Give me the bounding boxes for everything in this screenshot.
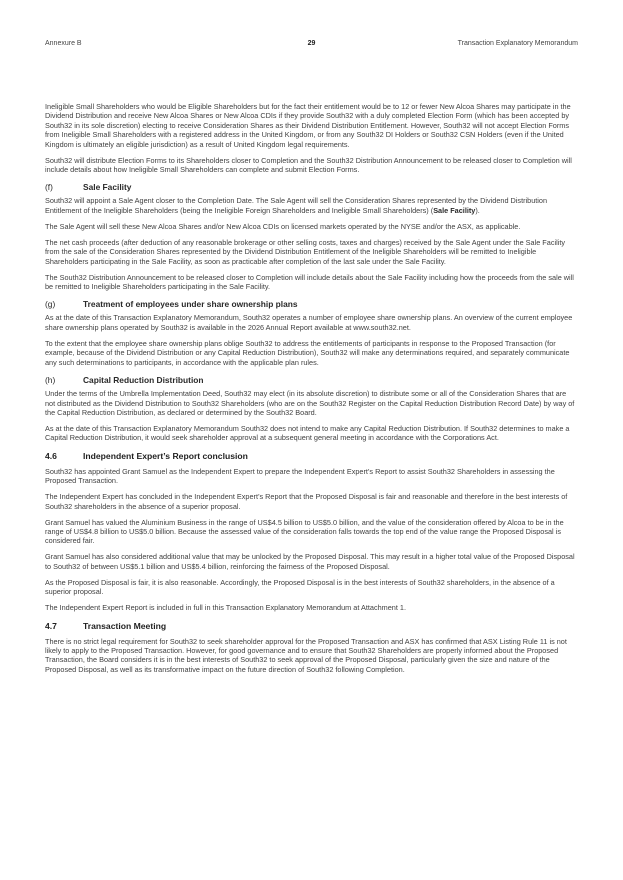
paragraph xyxy=(45,196,578,215)
section-title: Transaction Meeting xyxy=(83,620,167,631)
section-title: Independent Expert’s Report conclusion xyxy=(83,450,248,461)
subsection-title: Capital Reduction Distribution xyxy=(83,375,204,386)
paragraph-text: South32 will appoint a Sale Agent closer to the Completion Date. The Sale Agent will sell the Consideration Shares represented by the Dividend Distribution Entitlement of the Ineligible Shareholders (being the Ineligible Foreign Shareholders and Ineligible Small Shareholders) ( xyxy=(45,196,548,215)
section-number: 4.6 xyxy=(45,450,57,461)
paragraph: Grant Samuel has valued the Aluminium Business in the range of US$4.5 billion to US$5.0 billion, and the value of the consideration offered by Alcoa to be in the range of US$4.8 billion to US$5.0 billion. Because the assessed value of the consideration falls towards the top end of the value range the Proposed Disposal is considered fair. xyxy=(45,517,564,546)
paragraph: There is no strict legal requirement for South32 to seek shareholder approval for the Proposed Transaction and ASX has confirmed that ASX Listing Rule 11 is not likely to apply to the Proposed Transaction. However, for good governance and to ensure that South32 Shareholders are properly informed about the Proposed Transaction, the Board considers it is in the best interests of South32 to seek approval of the Proposed Disposal, particularly given the size and nature of the Proposed Disposal, as well as its transformative impact on the future direction of South32 following Completion. xyxy=(45,636,567,674)
subsection-number: (g) xyxy=(45,299,56,310)
paragraph: The South32 Distribution Announcement to be released closer to Completion will include details about the Sale Facility including how the proceeds from the sale will be remitted to Ineligible Shareholders participating in the Sale Facility. xyxy=(45,272,574,292)
section-heading-4-6 xyxy=(45,451,578,461)
paragraph: As at the date of this Transaction Explanatory Memorandum South32 does not intend to make any Capital Reduction Distribution. If South32 determines to make a Capital Reduction Distribution, it would seek shareholder approval at a subsequent general meeting in accordance with the Corporations Act. xyxy=(45,423,570,443)
subsection-heading-f xyxy=(45,182,578,192)
subsection-title: Sale Facility xyxy=(83,182,132,193)
paragraph: To the extent that the employee share ownership plans oblige South32 to address the entitlements of participants in response to the Proposed Transaction (for example, because of the Dividend Distribution or any Capital Reduction Distribution), South32 will make any determinations required, and separately communicate any such determinations to participants, in accordance with the applicable plan rules. xyxy=(45,338,570,367)
paragraph: South32 has appointed Grant Samuel as the Independent Expert to prepare the Independent Expert’s Report to assist South32 Shareholders in assessing the Proposed Transaction. xyxy=(45,466,555,486)
page-number: 29 xyxy=(307,40,316,47)
paragraph: The net cash proceeds (after deduction of any reasonable brokerage or other selling costs, taxes and charges) received by the Sale Agent under the Sale Facility from the sale of the Consideration Shares represented by the Dividend Distribution Entitlement of the Ineligible Shareholders will be remitted to Ineligible Shareholders participating in the Sale Facility, as soon as practicable after completion of the last sale under the Sale Facility. xyxy=(45,237,566,266)
subsection-number: (f) xyxy=(45,182,53,193)
paragraph: South32 will distribute Election Forms to its Shareholders closer to Completion and the South32 Distribution Announcement to be released closer to Completion will include details about how Ineligible Small Shareholders can complete and submit Election Forms. xyxy=(45,155,572,175)
subsection-number: (h) xyxy=(45,375,56,386)
paragraph: Grant Samuel has also considered additional value that may be unlocked by the Proposed Disposal. This may result in a higher total value of the Proposed Disposal to South32 of between US$5.1 billion and US$5.4 billion, reinforcing the fairness of the Proposed Disposal. xyxy=(45,552,575,571)
paragraph-text: ). xyxy=(475,205,480,215)
subsection-heading-g xyxy=(45,299,578,309)
paragraph: As at the date of this Transaction Explanatory Memorandum, South32 operates a number of employee share ownership plans. An overview of the current employee share ownership plans operated by South32 is available in the 2026 Annual Report available at www.south32.net. xyxy=(45,313,573,332)
paragraph: Under the terms of the Umbrella Implementation Deed, South32 may elect (in its absolute discretion) to distribute some or all of the Consideration Shares that are not distributed as the Dividend Distribution to South32 Shareholders (who are on the South32 Register on the Capital Reduction Distribution Record Date) by way of the Capital Reduction Distribution, as declared or determined by the South32 Board. xyxy=(45,389,575,417)
header-document-title: Transaction Explanatory Memorandum xyxy=(457,40,578,47)
paragraph: The Independent Expert has concluded in the Independent Expert’s Report that the Proposed Disposal is fair and reasonable and therefore in the best interests of South32 shareholders in the absence of a superior proposal. xyxy=(45,492,568,511)
page-body xyxy=(45,102,578,681)
paragraph: The Independent Expert Report is included in full in this Transaction Explanatory Memorandum at Attachment 1. xyxy=(45,603,406,613)
defined-term: Sale Facility xyxy=(433,205,476,215)
paragraph: As the Proposed Disposal is fair, it is also reasonable. Accordingly, the Proposed Disposal is in the best interests of South32 shareholders, in the absence of a superior proposal. xyxy=(45,577,555,597)
subsection-heading-h xyxy=(45,375,578,385)
section-number: 4.7 xyxy=(45,620,57,631)
paragraph: Ineligible Small Shareholders who would be Eligible Shareholders but for the fact their entitlement would be to 12 or fewer New Alcoa Shares may participate in the Dividend Distribution and receive New Alcoa Shares or New Alcoa CDIs if they provide South32 with a duly completed Election Form (which has been accepted by South32 in its sole discretion) electing to receive Consideration Shares as their Dividend Distribution Entitlement. However, South32 will not accept Election Forms from Ineligible Small Shareholders with a registered address in the United Kingdom, or from any South32 DI Holders or South32 CSN Holders (even if the United Kingdom is ultimately an eligible jurisdiction) as a result of United Kingdom legal requirements. xyxy=(45,102,571,149)
subsection-title: Treatment of employees under share ownership plans xyxy=(83,299,298,310)
section-heading-4-7 xyxy=(45,621,578,631)
header-annexure-label: Annexure B xyxy=(45,40,82,47)
paragraph: The Sale Agent will sell these New Alcoa Shares and/or New Alcoa CDIs on licensed markets operated by the NYSE and/or the ASX, as applicable. xyxy=(45,221,521,231)
page-header xyxy=(45,40,578,52)
